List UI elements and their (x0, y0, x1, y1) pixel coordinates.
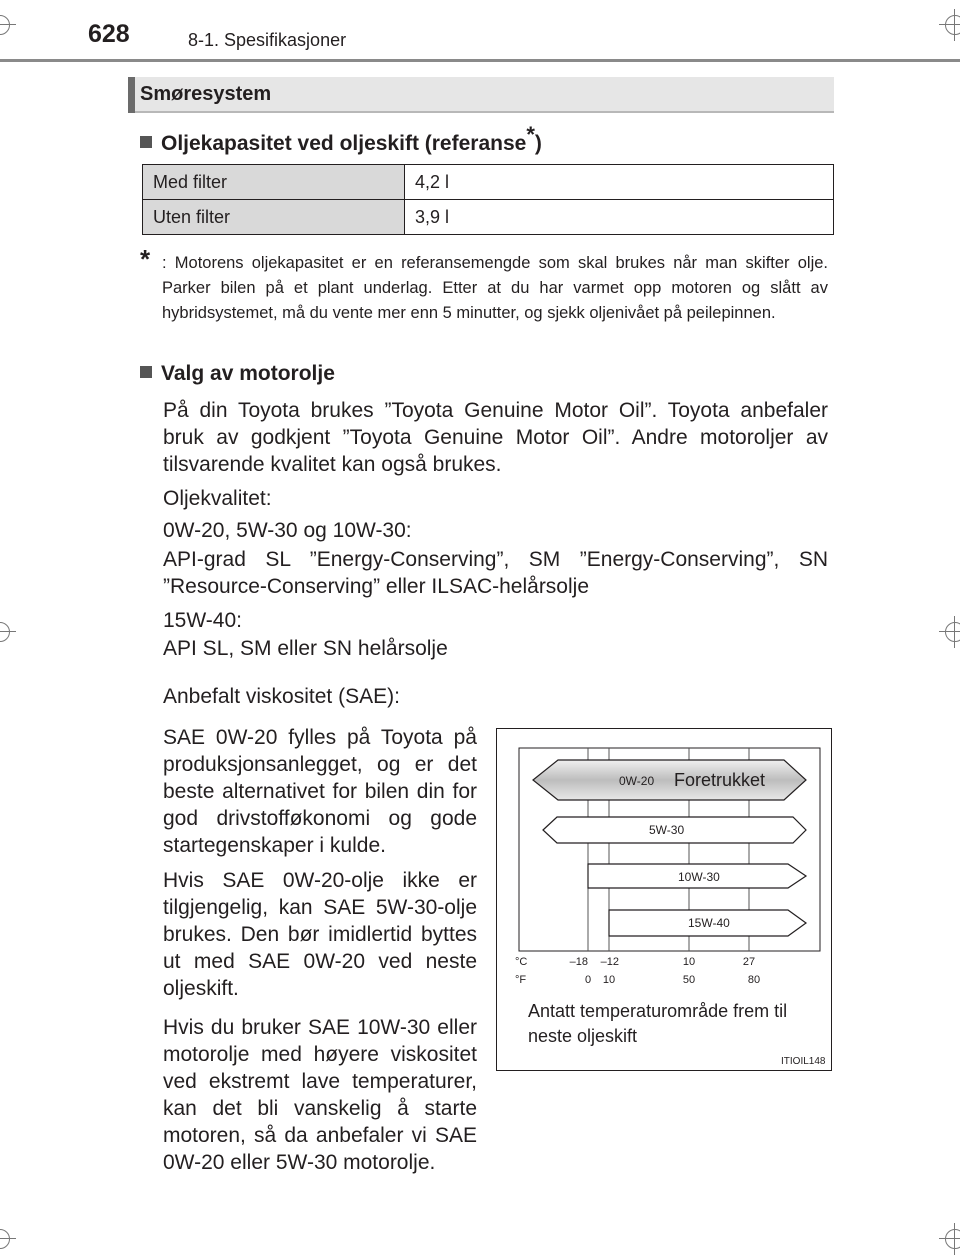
oil-grades-2: 15W-40: (163, 609, 242, 632)
table-row (143, 165, 834, 200)
registration-mark (945, 1229, 960, 1249)
tick-f: 80 (747, 974, 761, 986)
oil-band-0w20 (533, 760, 806, 800)
section-header (128, 77, 834, 113)
tick-c: 27 (742, 956, 756, 968)
table-row (143, 200, 834, 235)
section-marker (128, 77, 135, 113)
viscosity-paragraph: Hvis du bruker SAE 10W-30 eller motorolje med høyere viskositet ved ekstremt lave temperaturer, kan det bli vanskelig å starte motoren, så da anbefaler vi SAE 0W-20 eller 5W-30 motorolje. (163, 1016, 477, 1174)
unit-celsius: °C (515, 956, 528, 968)
footnote-mark: * (140, 244, 151, 274)
viscosity-paragraph: Hvis SAE 0W-20-olje ikke er tilgjengelig, kan SAE 5W-30-olje brukes. Den bør imidlertid byttes ut med SAE 0W-20 ved neste oljeskift. (163, 869, 477, 1000)
figure-caption: Antatt temperaturområde frem til neste oljeskift (528, 1001, 788, 1046)
page-number: 628 (88, 20, 130, 48)
unit-fahrenheit: °F (515, 974, 527, 986)
viscosity-label: Anbefalt viskositet (SAE): (163, 685, 400, 708)
registration-mark (945, 622, 960, 642)
footnote-text: : Motorens oljekapasitet er en referansemengde som skal brukes når man skifter olje. Parker bilen på et plant underlag. Etter at du har varmet opp motoren og slått av hybridsystemet, må du vente mer enn 5 minutter, og sjekk oljenivået på peilepinnen. (162, 254, 828, 322)
tick-c: 10 (682, 956, 696, 968)
oil-capacity-table (142, 164, 834, 235)
oil-label-5w30: 5W-30 (649, 823, 685, 837)
chapter-title: 8-1. Spesifikasjoner (188, 30, 347, 50)
tick-f: 10 (602, 974, 616, 986)
tick-c: –18 (569, 956, 588, 968)
header-rule (0, 59, 960, 62)
table-cell-value: 3,9 l (405, 200, 834, 235)
section-title: Smøresystem (140, 83, 272, 105)
tick-f: 0 (584, 974, 592, 986)
oil-quality-label: Oljekvalitet: (163, 487, 272, 510)
oil-grades-2-desc: API SL, SM eller SN helårsolje (163, 637, 448, 660)
oil-label-10w30: 10W-30 (678, 870, 720, 884)
table-cell-label: Med filter (143, 165, 405, 200)
engine-oil-heading: Valg av motorolje (140, 362, 335, 386)
viscosity-figure (496, 728, 832, 1071)
bullet-square-icon (140, 136, 152, 148)
oil-label-0w20: 0W-20 (619, 774, 655, 788)
tick-f: 50 (682, 974, 696, 986)
engine-oil-intro: På din Toyota brukes ”Toyota Genuine Motor Oil”. Toyota anbefaler bruk av godkjent ”Toyota Genuine Motor Oil”. Andre motoroljer av tilsvarende kvalitet kan også brukes. (163, 399, 828, 476)
registration-mark (0, 622, 10, 642)
registration-mark (0, 15, 10, 35)
oil-capacity-heading: Oljekapasitet ved oljeskift (referanse*) (140, 122, 542, 156)
viscosity-paragraph: SAE 0W-20 fylles på Toyota på produksjonsanlegget, og er det beste alternativet for bilen din for god drivstofføkonomi og gode startegenskaper i kulde. (163, 726, 477, 857)
oil-grades-1: 0W-20, 5W-30 og 10W-30: (163, 519, 412, 542)
tick-c: –12 (600, 956, 619, 968)
oil-label-15w40: 15W-40 (688, 916, 730, 930)
oil-grades-1-desc: API-grad SL ”Energy-Conserving”, SM ”Energy-Conserving”, SN ”Resource-Conserving” eller ILSAC-helårsolje (163, 548, 828, 598)
registration-mark (945, 15, 960, 35)
figure-code: ITIOIL148 (781, 1056, 826, 1067)
table-cell-label: Uten filter (143, 200, 405, 235)
preferred-label: Foretrukket (674, 770, 766, 790)
table-cell-value: 4,2 l (405, 165, 834, 200)
registration-mark (0, 1229, 10, 1249)
bullet-square-icon (140, 366, 152, 378)
